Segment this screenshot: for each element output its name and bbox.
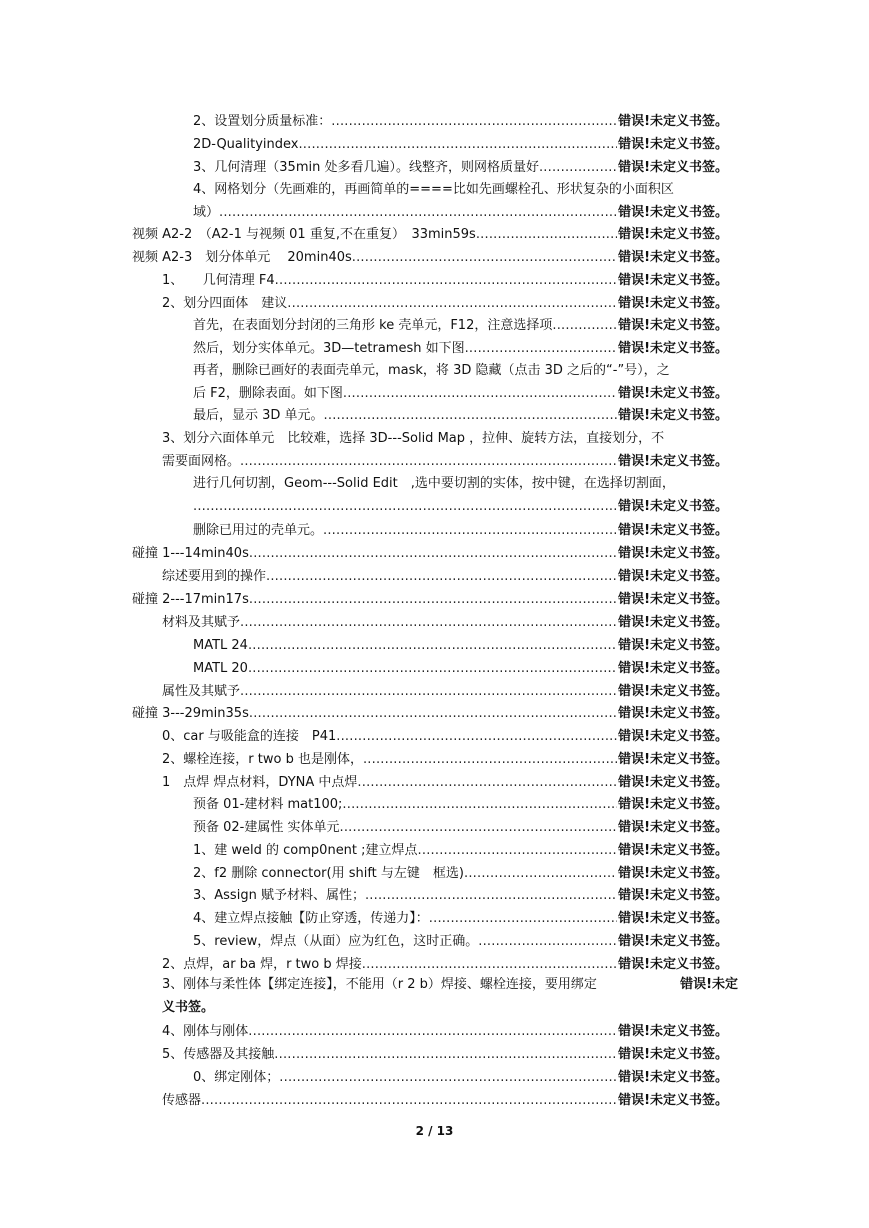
toc-entry-text: 1 点焊 焊点材料，DYNA 中点焊 xyxy=(162,775,358,790)
toc-entry-text: 综述要用到的操作 xyxy=(162,569,267,584)
toc-entry-line: 4、网格划分（先画难的，再画简单的====比如先画螺栓孔、形状复杂的小面积区 xyxy=(193,182,674,197)
toc-entry xyxy=(193,634,728,657)
toc-entry-text: 需要面网格。 xyxy=(162,454,241,469)
toc-entry-line xyxy=(193,133,728,156)
toc-entry-error: 错误!未定义书签。 xyxy=(618,523,728,538)
toc-entry-error: 错误!未定义书签。 xyxy=(618,1070,728,1085)
toc-entry-line xyxy=(193,1066,728,1089)
toc-entry xyxy=(132,588,728,611)
toc-entry-error: 错误!未定义书签。 xyxy=(618,934,728,949)
toc-entry xyxy=(162,771,728,794)
toc-entry-error: 错误!未定义书签。 xyxy=(618,227,728,242)
toc-entry xyxy=(162,427,728,473)
toc-entry-text: 删除已用过的壳单元。 xyxy=(193,523,324,538)
dot-leader xyxy=(336,725,617,748)
toc-entry-error: 错误!未定义书签。 xyxy=(618,1047,728,1062)
toc-entry-line xyxy=(162,1043,728,1066)
toc-entry-error: 错误!未定义书签。 xyxy=(618,160,728,175)
toc-entry xyxy=(162,680,728,703)
toc-entry-line xyxy=(193,816,728,839)
dot-leader xyxy=(275,269,617,292)
toc-entry-error: 错误!未定义书签。 xyxy=(618,250,728,265)
dot-leader xyxy=(343,382,617,405)
toc-entry-text: 视频 A2-2 （A2-1 与视频 01 重复,不在重复） 33min59s xyxy=(132,227,476,242)
toc-entry-error: 错误!未定义书签。 xyxy=(618,911,728,926)
toc-entry-line xyxy=(162,1020,728,1043)
toc-entry-error: 错误!未定义书签。 xyxy=(618,729,728,744)
toc-entry-error: 错误!未定义书签。 xyxy=(618,615,728,630)
toc-entry-error: 错误!未定义书签。 xyxy=(618,386,728,401)
toc-entry xyxy=(162,725,728,748)
toc-entry-error: 错误!未定义书签。 xyxy=(618,546,728,561)
toc-entry-line: 再者，删除已画好的表面壳单元，mask，将 3D 隐藏（点击 3D 之后的“-”号），之 xyxy=(193,363,670,378)
dot-leader xyxy=(219,201,617,224)
dot-leader xyxy=(193,495,617,518)
toc-entry xyxy=(193,907,728,930)
toc-entry-error: 错误!未定义书签。 xyxy=(618,341,728,356)
toc-entry-error: 错误!未定义书签。 xyxy=(618,661,728,676)
dot-leader xyxy=(248,634,617,657)
toc-entry-text: 首先，在表面划分封闭的三角形 ke 壳单元，F12，注意选择项 xyxy=(193,318,553,333)
toc-entry-error: 错误!未定义书签。 xyxy=(618,592,728,607)
toc-entry-line xyxy=(162,748,728,771)
toc-entry-line xyxy=(193,110,728,133)
dot-leader xyxy=(465,337,617,360)
toc-entry-text: 碰撞 1---14min40s xyxy=(132,546,249,561)
toc-entry-text: MATL 20 xyxy=(193,661,248,676)
toc-entry-text: 属性及其赋予 xyxy=(162,684,241,699)
toc-entry xyxy=(162,269,728,292)
toc-entry-text: 传感器 xyxy=(162,1093,202,1108)
dot-leader xyxy=(476,223,617,246)
toc-entry-error: 错误!未定义书签。 xyxy=(618,706,728,721)
dot-leader xyxy=(324,404,618,427)
toc-entry xyxy=(193,519,728,542)
toc-entry-line xyxy=(193,495,728,518)
toc-entry-error: 错误!未定义书签。 xyxy=(618,1024,728,1039)
dot-leader xyxy=(352,246,617,269)
dot-leader xyxy=(249,702,617,725)
dot-leader xyxy=(266,565,617,588)
toc-entry-line xyxy=(193,519,728,542)
toc-entry-text: 0、绑定刚体； xyxy=(193,1070,280,1085)
toc-entry-text: 4、刚体与刚体 xyxy=(162,1024,249,1039)
toc-entry-text: 2、设置划分质量标准： xyxy=(193,114,332,129)
toc-entry-text: MATL 24 xyxy=(193,638,248,653)
toc-entry-text: 视频 A2-3 划分体单元 20min40s xyxy=(132,250,352,265)
dot-leader xyxy=(201,1089,617,1112)
toc-entry-error: 错误!未定义书签。 xyxy=(618,454,728,469)
toc-entry-line xyxy=(193,657,728,680)
toc-entry-text: 3、刚体与柔性体【绑定连接】，不能用（r 2 b）焊接、螺栓连接，要用绑定 xyxy=(162,977,597,992)
toc-entry-line xyxy=(193,382,728,405)
toc-entry-line xyxy=(193,634,728,657)
dot-leader xyxy=(418,839,618,862)
toc-entry xyxy=(162,748,728,771)
toc-entry-line xyxy=(162,611,728,634)
toc-entry xyxy=(162,611,728,634)
toc-entry xyxy=(193,337,728,360)
toc-entry-line xyxy=(162,973,738,996)
toc-entry-error: 错误!未定义书签。 xyxy=(618,797,728,812)
dot-leader xyxy=(287,292,617,315)
toc-entry xyxy=(162,973,738,1019)
toc-entry-line xyxy=(162,1089,728,1112)
dot-leader xyxy=(365,884,617,907)
toc-entry-line xyxy=(193,793,728,816)
toc-entry-error: 错误!未定义书签。 xyxy=(618,684,728,699)
dot-leader xyxy=(248,1020,617,1043)
dot-leader xyxy=(552,314,617,337)
toc-entry-line xyxy=(162,771,728,794)
toc-entry-error: 错误!未定义书签。 xyxy=(618,114,728,129)
toc-entry-line: 进行几何切割，Geom---Solid Edit ,选中要切割的实体，按中键，在选择切割面， xyxy=(193,476,675,491)
toc-entry-text: 3、Assign 赋予材料、属性； xyxy=(193,888,365,903)
toc-entry-line xyxy=(193,839,728,862)
toc-entry-error: 错误!未定义书签。 xyxy=(618,273,728,288)
toc-entry-error: 错误!未定义书签。 xyxy=(618,820,728,835)
toc-entry-line xyxy=(193,201,728,224)
toc-entry xyxy=(193,359,728,405)
toc-entry-line xyxy=(132,223,728,246)
dot-leader xyxy=(240,450,617,473)
toc-entry xyxy=(193,110,728,133)
dot-leader xyxy=(478,930,617,953)
toc-entry-text: 碰撞 2---17min17s xyxy=(132,592,249,607)
toc-entry-error: 错误!未定义书签。 xyxy=(618,296,728,311)
toc-entry-error: 错误!未定义书签。 xyxy=(618,1093,728,1108)
toc-entry xyxy=(193,793,728,816)
toc-entry xyxy=(132,223,728,246)
dot-leader xyxy=(279,1066,617,1089)
toc-entry xyxy=(132,542,728,565)
toc-entry-text: 碰撞 3---29min35s xyxy=(132,706,249,721)
toc-entry-text: 域） xyxy=(193,205,220,220)
toc-entry-error: 义书签。 xyxy=(162,1000,215,1015)
toc-entry-error: 错误!未定义书签。 xyxy=(618,888,728,903)
dot-leader xyxy=(331,110,617,133)
toc-entry-error: 错误!未定义书签。 xyxy=(618,205,728,220)
toc-entry-line xyxy=(132,702,728,725)
toc-entry-line xyxy=(132,246,728,269)
toc-entry-error: 错误!未定义书签。 xyxy=(618,569,728,584)
toc-entry-line xyxy=(193,930,728,953)
dot-leader xyxy=(249,588,617,611)
toc-entry-text: 后 F2，删除表面。如下图 xyxy=(193,386,343,401)
toc-entry xyxy=(132,702,728,725)
toc-entry-error: 错误!未定义书签。 xyxy=(618,408,728,423)
toc-entry-error: 错误!未定义书签。 xyxy=(618,752,728,767)
toc-entry xyxy=(193,156,728,179)
toc-entry xyxy=(162,1020,728,1043)
toc-entry-line xyxy=(132,588,728,611)
toc-entry-line xyxy=(162,565,728,588)
toc-entry xyxy=(193,862,728,885)
dot-leader xyxy=(357,771,617,794)
toc-entry xyxy=(162,1089,728,1112)
dot-leader xyxy=(429,907,617,930)
dot-leader xyxy=(340,816,618,839)
dot-leader xyxy=(363,748,617,771)
toc-entry xyxy=(193,133,728,156)
toc-entry-text: 1、建 weld 的 comp0nent ;建立焊点 xyxy=(193,843,418,858)
toc-entry-text: 0、car 与吸能盒的连接 P41 xyxy=(162,729,337,744)
toc-entry-error: 错误!未定 xyxy=(680,977,738,992)
toc-entry-line xyxy=(132,542,728,565)
toc-entry-error: 错误!未定义书签。 xyxy=(618,866,728,881)
toc-entry xyxy=(193,884,728,907)
dot-leader xyxy=(323,519,617,542)
toc-entry-text: 最后，显示 3D 单元。 xyxy=(193,408,324,423)
dot-leader xyxy=(249,542,617,565)
toc-entry-error: 错误!未定义书签。 xyxy=(618,843,728,858)
toc-entry-text: 2D-Qualityindex xyxy=(193,137,299,152)
toc-entry xyxy=(132,246,728,269)
toc-entry-line xyxy=(193,314,728,337)
page-number: 2 / 13 xyxy=(415,1124,454,1138)
dot-leader xyxy=(248,657,617,680)
toc-entry-line xyxy=(193,862,728,885)
toc-entry-line xyxy=(193,337,728,360)
toc-entry xyxy=(193,314,728,337)
toc-entry-error: 错误!未定义书签。 xyxy=(618,638,728,653)
toc-entry-text: 2、点焊，ar ba 焊，r two b 焊接 xyxy=(162,957,362,972)
toc-entry-text: 材料及其赋予 xyxy=(162,615,241,630)
toc-entry xyxy=(193,472,728,518)
toc-entry-line xyxy=(162,680,728,703)
toc-entry-error: 错误!未定义书签。 xyxy=(618,775,728,790)
toc-entry xyxy=(162,292,728,315)
dot-leader xyxy=(298,133,617,156)
toc-entry-line xyxy=(162,450,728,473)
toc-entry xyxy=(193,178,728,224)
toc-entry xyxy=(193,930,728,953)
toc-entry-text: 5、review，焊点（从面）应为红色，这时正确。 xyxy=(193,934,479,949)
toc-entry-error: 错误!未定义书签。 xyxy=(618,137,728,152)
toc-entry-line xyxy=(162,996,738,1019)
dot-leader xyxy=(342,793,617,816)
toc-entry-line xyxy=(193,884,728,907)
toc-entry-text: 2、f2 删除 connector(用 shift 与左键 框选) xyxy=(193,866,464,881)
toc-entry-text: 3、几何清理（35min 处多看几遍）。线整齐，则网格质量好 xyxy=(193,160,539,175)
toc-entry-error: 错误!未定义书签。 xyxy=(618,318,728,333)
toc-entry xyxy=(162,1043,728,1066)
toc-entry xyxy=(193,1066,728,1089)
toc-entry-line xyxy=(193,907,728,930)
toc-entry-text: 2、螺栓连接，r two b 也是刚体， xyxy=(162,752,363,767)
toc-entry xyxy=(193,404,728,427)
toc-entry-line xyxy=(162,292,728,315)
dot-leader xyxy=(464,862,617,885)
toc-entry xyxy=(193,816,728,839)
toc-entry-text: 5、传感器及其接触 xyxy=(162,1047,275,1062)
toc-entry-line: 3、划分六面体单元 比较难，选择 3D---Solid Map ，拉伸、旋转方法，直接划分，不 xyxy=(162,431,665,446)
toc-entry xyxy=(193,839,728,862)
dot-leader xyxy=(240,611,617,634)
dot-leader xyxy=(240,680,617,703)
dot-leader xyxy=(274,1043,617,1066)
toc-entry-text: 预备 01-建材料 mat100; xyxy=(193,797,343,812)
toc-entry-line xyxy=(193,404,728,427)
toc-entry xyxy=(193,657,728,680)
toc-entry-text: 然后，划分实体单元。3D—tetramesh 如下图 xyxy=(193,341,465,356)
toc-entry-text: 预备 02-建属性 实体单元 xyxy=(193,820,340,835)
toc-entry-text: 4、建立焊点接触【防止穿透，传递力】： xyxy=(193,911,429,926)
toc-entry-line xyxy=(162,269,728,292)
toc-entry-error: 错误!未定义书签。 xyxy=(618,957,728,972)
toc-entry-line xyxy=(162,725,728,748)
toc-entry-error: 错误!未定义书签。 xyxy=(618,499,728,514)
toc-entry-text: 2、划分四面体 建议 xyxy=(162,296,288,311)
toc-entry-line xyxy=(193,156,728,179)
dot-leader xyxy=(539,156,617,179)
toc-entry xyxy=(162,565,728,588)
toc-entry-text: 1、 几何清理 F4 xyxy=(162,273,275,288)
